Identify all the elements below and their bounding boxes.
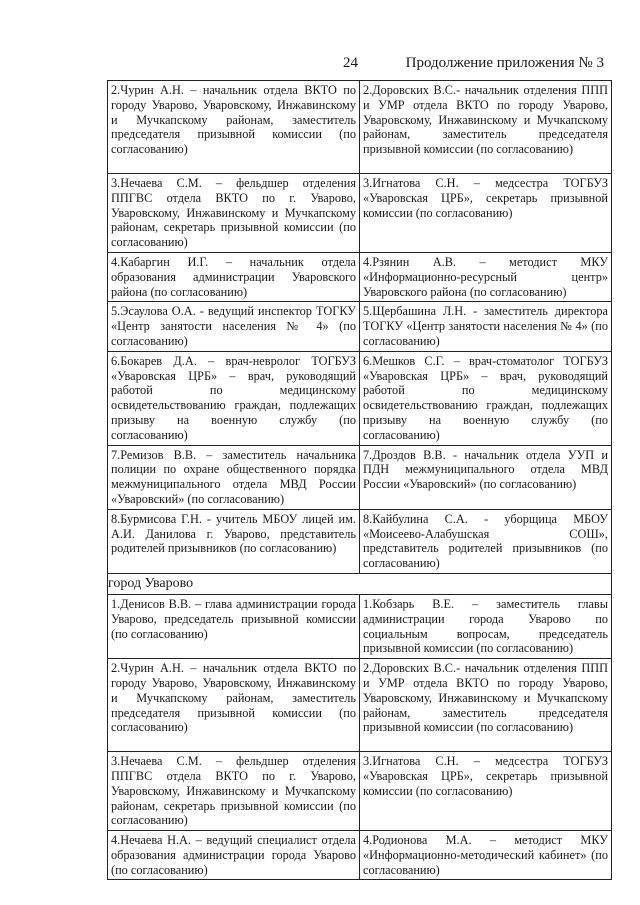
- table-row: [108, 174, 612, 253]
- table-row: [108, 445, 612, 509]
- reserve-member-cell: 3.Игнатова С.Н. – медсестра ТОГБУЗ «Уваровская ЦРБ», секретарь призывной комиссии (по согласованию): [360, 752, 612, 831]
- table-row: [108, 509, 612, 573]
- commission-composition-table: [107, 80, 612, 880]
- main-member-cell: 5.Эсаулова О.А. - ведущий инспектор ТОГКУ «Центр занятости населения № 4» (по согласованию): [108, 302, 360, 351]
- reserve-member-cell: 5.Щербашина Л.Н. - заместитель директора ТОГКУ «Центр занятости населения № 4» (по согласованию): [360, 302, 612, 351]
- main-member-cell: 7.Ремизов В.В. – заместитель начальника полиции по охране общественного порядка межмуниципального отдела МВД России «Уваровский» (по согласованию): [108, 445, 360, 509]
- table-row: [108, 752, 612, 831]
- table-row: [108, 831, 612, 880]
- reserve-member-cell: 4.Рзянин А.В. – методист МКУ «Информационно-ресурсный центр» Уваровского района (по согласованию): [360, 252, 612, 301]
- reserve-member-cell: 3.Игнатова С.Н. – медсестра ТОГБУЗ «Уваровская ЦРБ», секретарь призывной комиссии (по согласованию): [360, 174, 612, 253]
- table-row: [108, 252, 612, 301]
- main-member-cell: 3.Нечаева С.М. – фельдшер отделения ППГВС отдела ВКТО по г. Уварово, Уваровскому, Инжавинскому и Мучкапскому районам, секретарь призывной комиссии (по согласованию): [108, 174, 360, 253]
- section-heading: город Уварово: [108, 573, 612, 594]
- main-member-cell: 6.Бокарев Д.А. – врач-невролог ТОГБУЗ «Уваровская ЦРБ» – врач, руководящий работой по медицинскому освидетельствованию граждан, подлежащих призыву на военную службу (по согласованию): [108, 351, 360, 445]
- main-member-cell: 1.Денисов В.В. – глава администрации города Уварово, председатель призывной комиссии (по согласованию): [108, 594, 360, 658]
- reserve-member-cell: 6.Мешков С.Г. – врач-стоматолог ТОГБУЗ «Уваровская ЦРБ» – врач, руководящий работой по медицинскому освидетельствованию граждан, подлежащих призыву на военную службу (по согласованию): [360, 351, 612, 445]
- table-row: [108, 351, 612, 445]
- main-member-cell: 3.Нечаева С.М. – фельдшер отделения ППГВС отдела ВКТО по г. Уварово, Уваровскому, Инжавинскому и Мучкапскому районам, секретарь призывной комиссии (по согласованию): [108, 752, 360, 831]
- table-row: [108, 302, 612, 351]
- appendix-continuation-note: Продолжение приложения № 3: [405, 55, 604, 71]
- table-row: [108, 594, 612, 658]
- main-member-cell: 2.Чурин А.Н. – начальник отдела ВКТО по городу Уварово, Уваровскому, Инжавинскому и Мучкапскому районам, заместитель председателя призывной комиссии (по согласованию): [108, 659, 360, 752]
- reserve-member-cell: 2.Доровских В.С.- начальник отделения ППП и УМР отдела ВКТО по городу Уварово, Уваровскому, Инжавинскому и Мучкапскому районам, заместитель председателя призывной комиссии (по согласованию): [360, 81, 612, 174]
- table-row: [108, 659, 612, 752]
- reserve-member-cell: 2.Доровских В.С.- начальник отделения ППП и УМР отдела ВКТО по городу Уварово, Уваровскому, Инжавинскому и Мучкапскому районам, заместитель председателя призывной комиссии (по согласованию): [360, 659, 612, 752]
- main-member-cell: 2.Чурин А.Н. – начальник отдела ВКТО по городу Уварово, Уваровскому, Инжавинскому и Мучкапскому районам, заместитель председателя призывной комиссии (по согласованию): [108, 81, 360, 174]
- main-member-cell: 4.Нечаева Н.А. – ведущий специалист отдела образования администрации города Уварово (по согласованию): [108, 831, 360, 880]
- reserve-member-cell: 1.Кобзарь В.Е. – заместитель главы администрации города Уварово по социальным вопросам, председатель призывной комиссии (по согласованию): [360, 594, 612, 658]
- main-member-cell: 8.Бурмисова Г.Н. - учитель МБОУ лицей им. А.И. Данилова г. Уварово, представитель родителей призывников (по согласованию): [108, 509, 360, 573]
- table-row: [108, 81, 612, 174]
- main-member-cell: 4.Кабаргин И.Г. – начальник отдела образования администрации Уваровского района (по согласованию): [108, 252, 360, 301]
- page-number: 24: [343, 55, 358, 71]
- section-heading-row: [108, 573, 612, 594]
- reserve-member-cell: 8.Кайбулина С.А. - уборщица МБОУ «Моисеево-Алабушская СОШ», представитель родителей призывников (по согласованию): [360, 509, 612, 573]
- reserve-member-cell: 7.Дроздов В.В. - начальник отдела УУП и ПДН межмуниципального отдела МВД России «Уваровский» (по согласованию): [360, 445, 612, 509]
- reserve-member-cell: 4.Родионова М.А. – методист МКУ «Информационно-методический кабинет» (по согласованию): [360, 831, 612, 880]
